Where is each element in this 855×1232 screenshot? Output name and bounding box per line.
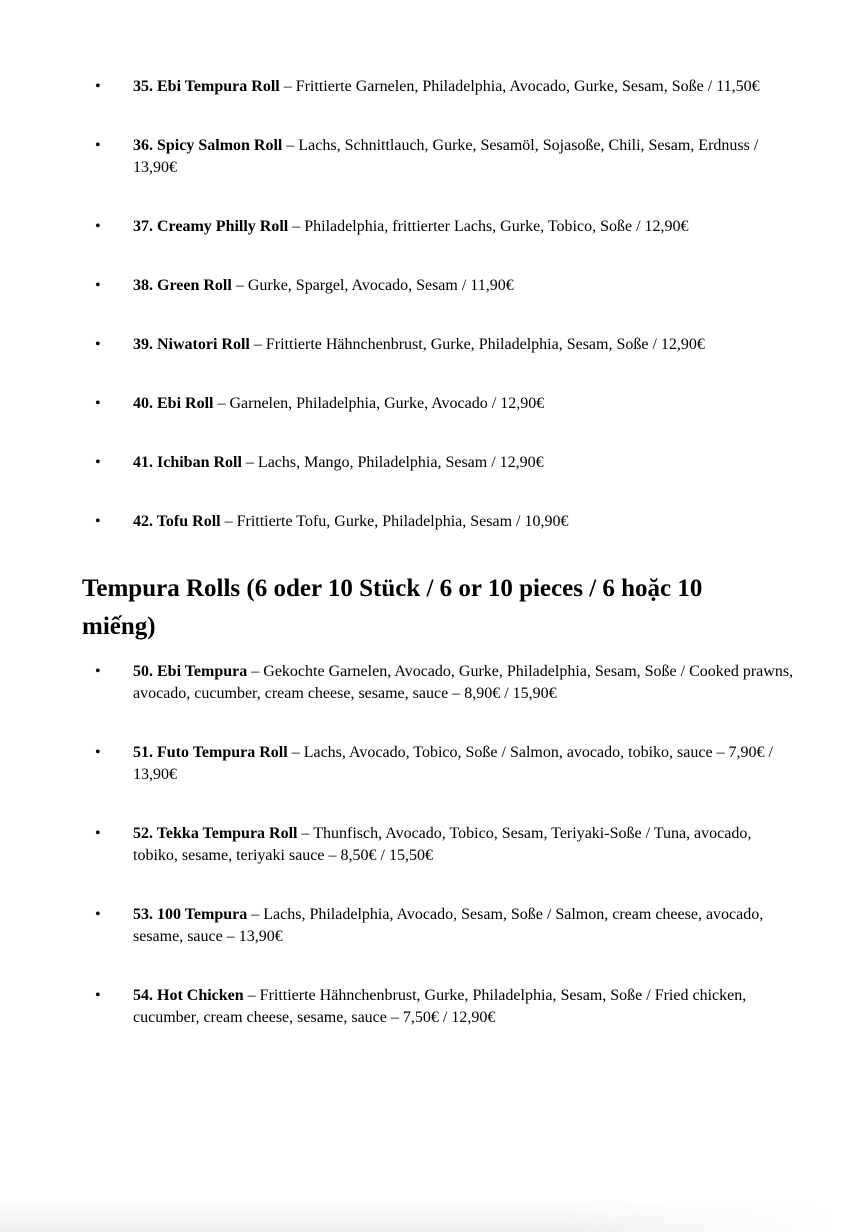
item-desc: – Frittierte Garnelen, Philadelphia, Avocado, Gurke, Sesam, Soße / 11,50€ — [283, 78, 760, 95]
bullet-marker: • — [95, 744, 101, 761]
menu-item — [95, 985, 795, 1029]
item-desc: – Gurke, Spargel, Avocado, Sesam / 11,90€ — [235, 277, 514, 294]
menu-item — [95, 334, 795, 356]
item-name: 42. Tofu Roll — [133, 513, 221, 530]
menu-item — [95, 661, 795, 705]
item-name: 52. Tekka Tempura Roll — [133, 825, 298, 842]
bullet-marker: • — [95, 663, 101, 680]
item-desc: – Lachs, Philadelphia, Avocado, Sesam, Soße / Salmon, cream cheese, avocado, sesame, sauce – 13,90€ — [133, 906, 764, 945]
item-desc: – Garnelen, Philadelphia, Gurke, Avocado / 12,90€ — [217, 395, 545, 412]
menu-item — [95, 275, 795, 297]
bullet-marker: • — [95, 218, 101, 235]
bullet-marker: • — [95, 513, 101, 530]
item-desc: – Lachs, Schnittlauch, Gurke, Sesamöl, Sojasoße, Chili, Sesam, Erdnuss / 13,90€ — [133, 137, 759, 176]
bullet-marker: • — [95, 454, 101, 471]
bullet-marker: • — [95, 137, 101, 154]
item-desc: – Philadelphia, frittierter Lachs, Gurke, Tobico, Soße / 12,90€ — [292, 218, 689, 235]
section-heading-tempura-rolls: Tempura Rolls (6 oder 10 Stück / 6 or 10 pieces / 6 hoặc 10 miếng) — [82, 575, 703, 640]
item-desc: – Lachs, Avocado, Tobico, Soße / Salmon, avocado, tobiko, sauce – 7,90€ / 13,90€ — [133, 744, 773, 783]
item-name: 50. Ebi Tempura — [133, 663, 248, 680]
bullet-marker: • — [95, 987, 101, 1004]
menu-item — [95, 511, 795, 533]
item-name: 41. Ichiban Roll — [133, 454, 242, 471]
page-bottom-shadow — [0, 1198, 855, 1232]
bullet-marker: • — [95, 906, 101, 923]
item-desc: – Frittierte Hähnchenbrust, Gurke, Philadelphia, Sesam, Soße / 12,90€ — [253, 336, 705, 353]
item-name: 39. Niwatori Roll — [133, 336, 250, 353]
item-desc: – Gekochte Garnelen, Avocado, Gurke, Philadelphia, Sesam, Soße / Cooked prawns, avocado, cucumber, cream cheese, sesame, sauce – 8,90€ / 15,90€ — [133, 663, 794, 702]
bullet-marker: • — [95, 825, 101, 842]
item-name: 36. Spicy Salmon Roll — [133, 137, 283, 154]
bullet-marker: • — [95, 395, 101, 412]
menu-list-tempura-rolls — [0, 661, 855, 1029]
item-name: 38. Green Roll — [133, 277, 232, 294]
item-desc: – Thunfisch, Avocado, Tobico, Sesam, Teriyaki-Soße / Tuna, avocado, tobiko, sesame, teriyaki sauce – 8,50€ / 15,50€ — [133, 825, 752, 864]
item-name: 35. Ebi Tempura Roll — [133, 78, 280, 95]
menu-item — [95, 904, 795, 948]
item-name: 51. Futo Tempura Roll — [133, 744, 288, 761]
menu-item — [95, 452, 795, 474]
item-name: 54. Hot Chicken — [133, 987, 244, 1004]
item-desc: – Frittierte Tofu, Gurke, Philadelphia, Sesam / 10,90€ — [224, 513, 569, 530]
item-name: 40. Ebi Roll — [133, 395, 214, 412]
bullet-marker: • — [95, 78, 101, 95]
menu-item — [95, 393, 795, 415]
menu-item — [95, 76, 795, 98]
item-desc: – Lachs, Mango, Philadelphia, Sesam / 12,90€ — [245, 454, 544, 471]
bullet-marker: • — [95, 336, 101, 353]
menu-item — [95, 216, 795, 238]
bullet-marker: • — [95, 277, 101, 294]
menu-item — [95, 135, 795, 179]
menu-item — [95, 742, 795, 786]
item-name: 37. Creamy Philly Roll — [133, 218, 289, 235]
menu-item — [95, 823, 795, 867]
item-name: 53. 100 Tempura — [133, 906, 248, 923]
menu-list-rolls — [0, 0, 855, 533]
item-desc: – Frittierte Hähnchenbrust, Gurke, Philadelphia, Sesam, Soße / Fried chicken, cucumber, cream cheese, sesame, sauce – 7,50€ / 12,90€ — [133, 987, 747, 1026]
